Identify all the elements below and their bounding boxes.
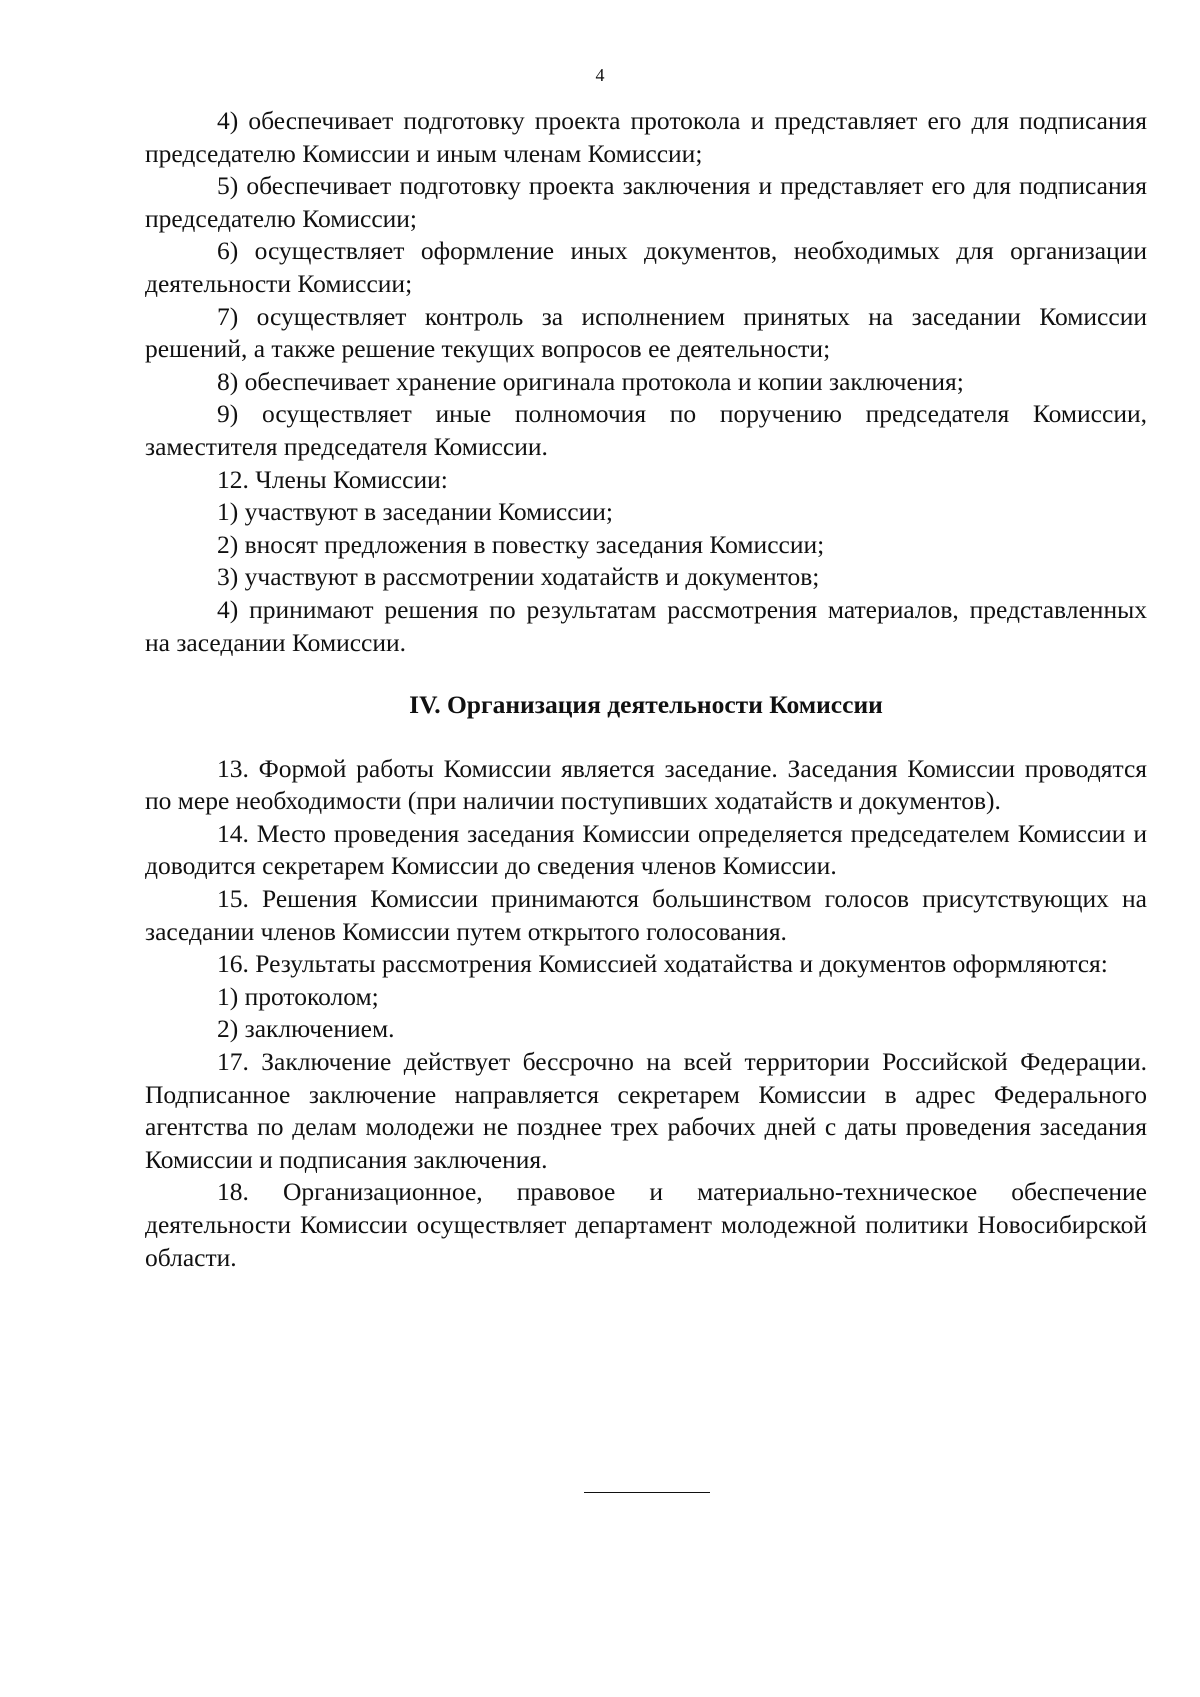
clause-18: 18. Организационное, правовое и материально-техническое обеспечение деятельности Комиссии осуществляет департамент молодежной политики Новосибирской области. — [145, 1177, 1147, 1272]
list-item-secretary-7: 7) осуществляет контроль за исполнением принятых на заседании Комиссии решений, а также решение текущих вопросов ее деятельности; — [145, 301, 1147, 364]
end-of-document-rule — [584, 1492, 710, 1493]
clause-13: 13. Формой работы Комиссии является заседание. Заседания Комиссии проводятся по мере необходимости (при наличии поступивших ходатайств и документов). — [145, 753, 1147, 816]
clause-16: 16. Результаты рассмотрения Комиссией ходатайства и документов оформляются: — [217, 949, 1108, 979]
list-item-secretary-5: 5) обеспечивает подготовку проекта заключения и представляет его для подписания председателю Комиссии; — [145, 171, 1147, 233]
page-number: 4 — [595, 65, 605, 85]
list-item-members-1: 1) участвуют в заседании Комиссии; — [217, 497, 613, 527]
document-body — [145, 105, 1147, 1274]
section-heading: IV. Организация деятельности Комиссии — [409, 690, 883, 720]
list-item-members-4: 4) принимают решения по результатам рассмотрения материалов, представленных на заседании Комиссии. — [145, 594, 1147, 657]
clause-17: 17. Заключение действует бессрочно на всей территории Российской Федерации. Подписанное заключение направляется секретарем Комиссии в адрес Федерального агентства по делам молодежи не позднее трех рабочих дней с даты проведения заседания Комиссии и подписания заключения. — [145, 1047, 1147, 1174]
clause-14: 14. Место проведения заседания Комиссии определяется председателем Комиссии и доводится секретарем Комиссии до сведения членов Комиссии. — [145, 818, 1147, 881]
clause-12: 12. Члены Комиссии: — [217, 464, 448, 494]
list-item-results-1: 1) протоколом; — [217, 981, 379, 1011]
list-item-members-2: 2) вносят предложения в повестку заседания Комиссии; — [217, 529, 825, 559]
clause-15: 15. Решения Комиссии принимаются большинством голосов присутствующих на заседании членов Комиссии путем открытого голосования. — [145, 884, 1147, 946]
list-item-secretary-4: 4) обеспечивает подготовку проекта протокола и представляет его для подписания председателю Комиссии и иным членам Комиссии; — [145, 106, 1147, 168]
list-item-secretary-8: 8) обеспечивает хранение оригинала протокола и копии заключения; — [217, 366, 964, 396]
list-item-secretary-6: 6) осуществляет оформление иных документов, необходимых для организации деятельности Комиссии; — [145, 236, 1147, 298]
list-item-secretary-9: 9) осуществляет иные полномочия по поручению председателя Комиссии, заместителя председателя Комиссии. — [145, 399, 1147, 461]
list-item-members-3: 3) участвуют в рассмотрении ходатайств и документов; — [217, 562, 820, 592]
list-item-results-2: 2) заключением. — [217, 1014, 395, 1044]
